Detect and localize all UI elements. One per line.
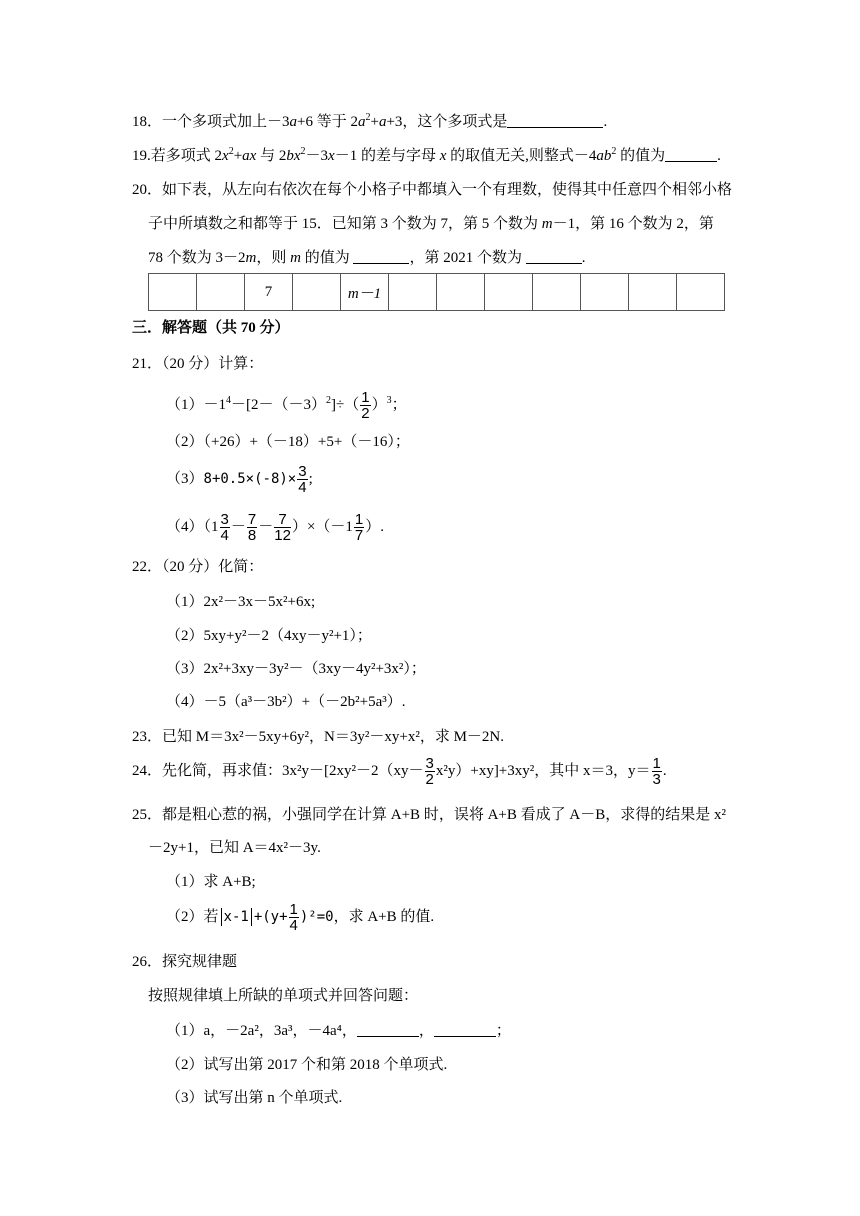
- fraction-denominator: 4: [289, 916, 298, 934]
- q26-title: 探究规律题: [162, 954, 238, 970]
- abs-bar: [221, 908, 222, 926]
- fraction-denominator: 12: [274, 527, 291, 545]
- question-number: 24．: [132, 763, 163, 779]
- question-number: 18．: [132, 114, 163, 130]
- fraction: [360, 390, 370, 421]
- q25-text: 都是粗心惹的祸，小强同学在计算 A+B 时，误将 A+B 看成了 A－B，求得的结果是 x²: [162, 807, 726, 823]
- part-label: （4）: [166, 519, 204, 535]
- section-heading: 三．解答题（共 70 分）: [132, 320, 290, 336]
- fraction-numerator: 7: [274, 512, 291, 528]
- q26-text: ，: [418, 1023, 434, 1039]
- q19-text: .: [717, 148, 721, 164]
- fraction-numerator: 1: [652, 755, 661, 773]
- fraction: [354, 512, 364, 543]
- q26-part3: （3）试写出第 n 个单项式.: [166, 1090, 343, 1106]
- q20-text: ，则: [256, 250, 287, 266]
- q21-text: ）: [371, 397, 387, 413]
- q22-title: （20 分）化简：: [162, 559, 264, 575]
- part-label: （3）: [166, 471, 204, 487]
- q24-text: x²y）+xy]+3xy²，其中 x＝3，y＝: [435, 763, 651, 779]
- q19-text: +: [233, 148, 243, 164]
- q26-text: （1）a，－2a²，3a³，－4a⁴，: [166, 1023, 357, 1039]
- q24-text: 先化简，再求值：3x²y－[2xy²－2（xy－: [162, 763, 424, 779]
- question-25-line2: －2y+1，已知 A＝4x²－3y.: [148, 840, 321, 856]
- q25-text: ，求 A+B 的值.: [333, 909, 435, 925]
- q26-part1: [166, 1021, 511, 1041]
- question-23: [132, 727, 504, 747]
- q26-text: ；: [495, 1023, 511, 1039]
- q19-text: 的值为: [616, 148, 666, 164]
- fraction-denominator: 4: [298, 479, 307, 497]
- fraction: [297, 464, 307, 495]
- q18-text: +: [370, 114, 379, 130]
- fraction: [220, 512, 230, 543]
- question-21: [132, 354, 263, 374]
- fraction-denominator: 2: [425, 771, 434, 789]
- q21-text: ）×（－1: [291, 519, 353, 535]
- question-number: 21．: [132, 356, 163, 372]
- grid-cell: [677, 274, 725, 311]
- fraction-numerator: 1: [361, 389, 370, 407]
- q25-text: （2）若: [166, 909, 219, 925]
- q20-text: 子中所填数之和都等于 15．已知第 3 个数为 7，第 5 个数为: [148, 216, 539, 232]
- q21-expression: 8+0.5×(-8)×: [203, 471, 297, 487]
- question-25-line1: [132, 805, 726, 825]
- q18-text: 一个多项式加上－3: [162, 114, 290, 130]
- q26-part2: （2）试写出第 2017 个和第 2018 个单项式.: [166, 1057, 448, 1073]
- q25-expression-part: x-1: [223, 909, 249, 925]
- grid-cell: [629, 274, 677, 311]
- question-number: 20．: [132, 182, 163, 198]
- q19-text: －1 的差与字母: [334, 148, 440, 164]
- grid-cell: [581, 274, 629, 311]
- fraction: [652, 756, 662, 787]
- q20-text: 如下表，从左向右依次在每个小格子中都填入一个有理数，使得其中任意四个相邻小格: [162, 182, 733, 198]
- answer-blank[interactable]: [507, 113, 603, 128]
- q21-part4: （4）（1 $\frac{3}{4}$ － $\frac{7}{8}$ － $\frac{7}{12}$ ）×（－1 $\frac{1}{7}$ ）.: [166, 511, 385, 545]
- answer-blank[interactable]: [357, 1022, 419, 1037]
- question-number: 26．: [132, 954, 163, 970]
- q19-text: 若多项式 2: [150, 148, 223, 164]
- question-26: [132, 952, 237, 972]
- q25-expression: [219, 900, 334, 934]
- q22-part1: （1）2x²－3x－5x²+6x;: [166, 594, 316, 610]
- q25-part1: （1）求 A+B;: [166, 874, 256, 890]
- q25-expression-part: +(y+: [253, 909, 288, 925]
- fraction-numerator: 1: [289, 900, 298, 918]
- q25-part2: [166, 900, 434, 934]
- question-19: 19.若多项式 $2x^2+ax$ 与 $2bx^2-3x-1$ 的差与字母 x 的取值无关,则整式$-4ab^2$ 的值为 .: [132, 146, 721, 164]
- q20-text: 的值为: [304, 250, 354, 266]
- question-22: [132, 557, 263, 577]
- q20-text: 78 个数为 3－2: [148, 250, 246, 266]
- answer-blank[interactable]: [665, 147, 717, 162]
- grid-cell: [389, 274, 437, 311]
- q18-text: .: [603, 114, 608, 130]
- grid-cell: [533, 274, 581, 311]
- q19-text: 与 2: [256, 148, 287, 164]
- fraction-denominator: 4: [220, 527, 229, 545]
- q21-title: （20 分）计算：: [162, 356, 264, 372]
- q26-intro: 按照规律填上所缺的单项式并回答问题：: [148, 988, 419, 1004]
- fraction: [274, 512, 291, 543]
- question-20-line2: 子中所填数之和都等于 15．已知第 3 个数为 7，第 5 个数为 m－1，第 16 个数为 2，第: [148, 216, 714, 232]
- q21-part1: $(1)-1^4-[2-(-3)^2]\div$（ $\frac{1}{2}$ ）$^3$；: [166, 389, 407, 423]
- answer-blank[interactable]: [434, 1022, 496, 1037]
- q21-text: －1: [203, 397, 227, 413]
- question-20-line1: [132, 180, 732, 200]
- q21-text: ;: [308, 471, 313, 487]
- q21-part3: [166, 462, 313, 496]
- q21-text: －[2－（－3）: [231, 397, 327, 413]
- fraction-denominator: 3: [652, 771, 661, 789]
- fraction: [247, 512, 257, 543]
- q21-text: ）.: [365, 519, 385, 535]
- grid-cell: [197, 274, 245, 311]
- q22-part2: （2）5xy+y²－2（4xy－y²+1）；: [166, 628, 372, 644]
- fraction-numerator: 7: [247, 511, 257, 529]
- answer-blank[interactable]: [526, 249, 582, 264]
- q19-text: 的取值无关,则整式－4: [446, 148, 597, 164]
- question-number: 19.: [132, 148, 151, 164]
- grid-cell: [437, 274, 485, 311]
- q19-text: －3: [305, 148, 329, 164]
- fraction-numerator: 3: [220, 511, 229, 529]
- fraction: [425, 756, 435, 787]
- part-label: （1）: [166, 397, 204, 413]
- fraction-numerator: 3: [298, 463, 307, 481]
- q21-text: ；: [391, 397, 407, 413]
- q24-text: .: [662, 763, 667, 779]
- fraction: [289, 902, 299, 933]
- fraction-numerator: 3: [425, 755, 434, 773]
- q20-text: .: [581, 250, 586, 266]
- fraction-denominator: 7: [354, 527, 364, 545]
- question-24: [132, 754, 667, 788]
- q21-text: ]÷（: [331, 397, 360, 413]
- q22-part3: （3）2x²+3xy－3y²－（3xy－4y²+3x²）；: [166, 661, 426, 677]
- fraction-numerator: 1: [354, 511, 364, 529]
- abs-bar: [251, 908, 252, 926]
- q20-text: ，第 2021 个数为: [409, 250, 526, 266]
- q21-part2: （2）（+26）+（－18）+5+（－16）；: [166, 434, 410, 450]
- q18-text: +3，这个多项式是: [386, 114, 508, 130]
- q21-text: （1: [203, 519, 219, 535]
- grid-cell: m－1: [341, 274, 389, 311]
- grid-cell: 7: [245, 274, 293, 311]
- question-number: 23．: [132, 729, 163, 745]
- grid-cell: [485, 274, 533, 311]
- q20-text: －1，第 16 个数为 2，第: [552, 216, 714, 232]
- question-20-line3: 78 个数为 3－2m，则 m 的值为 ，第 2021 个数为 .: [148, 250, 586, 266]
- grid-cell: [293, 274, 341, 311]
- q25-expression-part: )²=0: [299, 909, 334, 925]
- grid-cell: [149, 274, 197, 311]
- q22-part4: （4）－5（a³－3b²）+（－2b²+5a³）.: [166, 694, 406, 710]
- question-number: 22．: [132, 559, 163, 575]
- q18-text: +6 等于 2: [297, 114, 358, 130]
- answer-blank[interactable]: [353, 249, 409, 264]
- fraction-denominator: 2: [361, 405, 370, 423]
- fraction-denominator: 8: [247, 527, 257, 545]
- number-grid-table: [148, 273, 725, 311]
- question-number: 25．: [132, 807, 163, 823]
- q23-text: 已知 M＝3x²－5xy+6y²，N＝3y²－xy+x²，求 M－2N.: [162, 729, 505, 745]
- question-18: 18．一个多项式加上－3a+6 等于 $2a^2+a+3$，这个多项式是 .: [132, 112, 608, 130]
